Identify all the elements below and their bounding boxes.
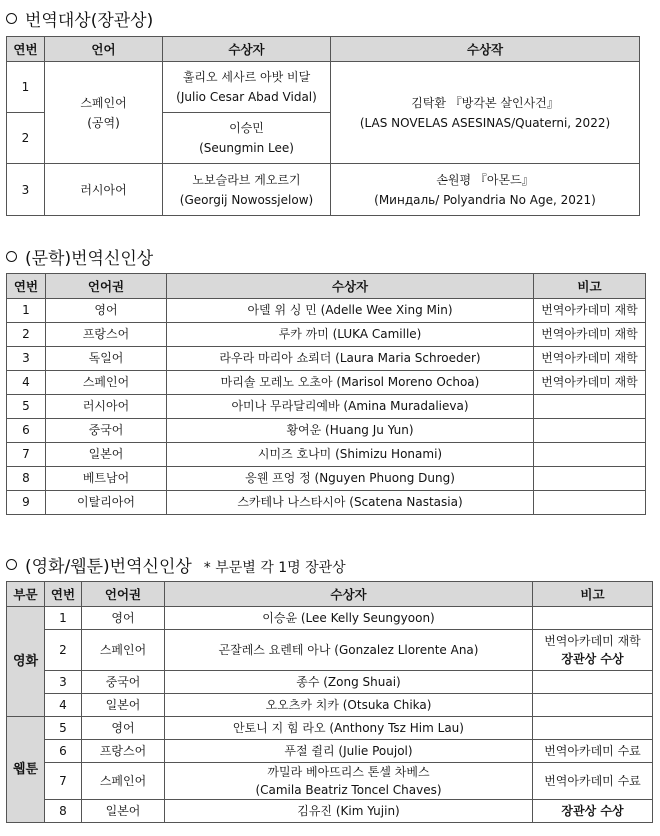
section3-title-text: (영화/웹툰)번역신인상	[25, 557, 192, 577]
winner-cell	[165, 694, 533, 717]
note-text: 번역아카데미 수료	[544, 744, 641, 758]
table-row	[7, 419, 646, 443]
winner-name: 푸절 쥘리 (Julie Poujol)	[284, 744, 413, 758]
note-cell: 번역아카데미 재학	[534, 371, 646, 395]
winner-cell: 마리솔 모레노 오초아 (Marisol Moreno Ochoa)	[167, 371, 534, 395]
row-no: 5	[7, 395, 46, 419]
row-no: 4	[7, 371, 46, 395]
language-cell: 일본어	[46, 443, 167, 467]
winner-name: 종수 (Zong Shuai)	[296, 675, 401, 689]
winner-cell	[165, 740, 533, 763]
note-cell	[534, 491, 646, 515]
table-header-row	[7, 274, 646, 299]
winner-cell	[165, 607, 533, 630]
row-no: 4	[45, 694, 82, 717]
row-no: 2	[45, 630, 82, 671]
table-row	[7, 671, 653, 694]
header-winner: 수상자	[167, 274, 534, 299]
language-text: 스페인어	[80, 95, 127, 110]
note-cell	[533, 740, 653, 763]
table-row	[7, 443, 646, 467]
section-title-grand-prize	[6, 6, 153, 31]
note-cell	[533, 800, 653, 823]
section-title-literature	[6, 244, 153, 269]
winner-cell	[163, 62, 331, 113]
winner-cell	[165, 630, 533, 671]
note-cell	[534, 467, 646, 491]
winner-name: 곤잘레스 요렌테 아나 (Gonzalez Llorente Ana)	[218, 643, 479, 657]
language-cell: 프랑스어	[82, 740, 165, 763]
header-no: 연번	[7, 37, 45, 62]
row-no: 7	[7, 443, 46, 467]
row-no: 6	[7, 419, 46, 443]
table-row	[7, 323, 646, 347]
note-cell: 번역아카데미 재학	[534, 299, 646, 323]
language-cell: 중국어	[82, 671, 165, 694]
table-header-row	[7, 582, 653, 607]
header-language: 언어권	[82, 582, 165, 607]
language-cell: 중국어	[46, 419, 167, 443]
note-cell: 번역아카데미 재학	[534, 347, 646, 371]
row-no: 3	[7, 347, 46, 371]
winner-name-en: (Georgij Nowossjelow)	[179, 192, 314, 207]
language-cell: 일본어	[82, 800, 165, 823]
note-award: 장관상 수상	[561, 652, 624, 666]
row-no: 2	[7, 323, 46, 347]
header-language: 언어권	[46, 274, 167, 299]
winner-cell: 라우라 마리아 쇼뢰더 (Laura Maria Schroeder)	[167, 347, 534, 371]
section1-title-text: 번역대상(장관상)	[25, 11, 154, 31]
winner-cell: 아델 위 싱 민 (Adelle Wee Xing Min)	[167, 299, 534, 323]
language-cell	[45, 62, 163, 164]
language-cell: 영어	[82, 607, 165, 630]
table-row	[7, 630, 653, 671]
work-cell	[331, 164, 640, 216]
note-cell	[533, 630, 653, 671]
note-cell: 번역아카데미 재학	[534, 323, 646, 347]
note-cell	[533, 671, 653, 694]
table-row	[7, 800, 653, 823]
language-cell: 이탈리아어	[46, 491, 167, 515]
language-cell: 일본어	[82, 694, 165, 717]
note-cell	[534, 419, 646, 443]
note-cell	[534, 395, 646, 419]
header-language: 언어	[45, 37, 163, 62]
row-no: 1	[7, 299, 46, 323]
table-row	[7, 763, 653, 800]
circle-bullet-icon	[6, 251, 17, 262]
winner-cell	[165, 717, 533, 740]
row-no: 1	[7, 62, 45, 113]
note-text: 번역아카데미 수료	[544, 774, 641, 788]
table-row	[7, 467, 646, 491]
winner-name-en: (Seungmin Lee)	[199, 141, 294, 155]
table-row	[7, 395, 646, 419]
table-row	[7, 740, 653, 763]
note-cell	[533, 607, 653, 630]
language-cell: 독일어	[46, 347, 167, 371]
language-cell: 스페인어	[46, 371, 167, 395]
table-row	[7, 62, 640, 113]
winner-cell: 스카테나 나스타시아 (Scatena Nastasia)	[167, 491, 534, 515]
language-cell: 러시아어	[46, 395, 167, 419]
header-winner: 수상자	[163, 37, 331, 62]
row-no: 8	[7, 467, 46, 491]
row-no: 7	[45, 763, 82, 800]
section2-title-text: (문학)번역신인상	[25, 249, 154, 269]
winner-name: 까밀라 베아뜨리스 톤셀 차베스	[267, 765, 430, 779]
table-row	[7, 717, 653, 740]
table-header-row	[7, 37, 640, 62]
grand-prize-table	[6, 36, 640, 216]
header-note: 비고	[533, 582, 653, 607]
table-row	[7, 607, 653, 630]
winner-cell: 응웬 프엉 정 (Nguyen Phuong Dung)	[167, 467, 534, 491]
language-note: (공역)	[87, 115, 120, 130]
language-cell: 베트남어	[46, 467, 167, 491]
work-title: 손원평 『아몬드』	[436, 172, 534, 187]
winner-cell	[163, 113, 331, 164]
row-no: 3	[45, 671, 82, 694]
language-cell: 러시아어	[45, 164, 163, 216]
row-no: 9	[7, 491, 46, 515]
section-title-film-webtoon	[6, 552, 346, 577]
header-winner: 수상자	[165, 582, 533, 607]
circle-bullet-icon	[6, 13, 17, 24]
language-cell: 프랑스어	[46, 323, 167, 347]
header-no: 연번	[45, 582, 82, 607]
film-webtoon-table	[6, 581, 653, 823]
note-cell	[534, 443, 646, 467]
language-cell: 스페인어	[82, 630, 165, 671]
row-no: 5	[45, 717, 82, 740]
winner-name: 훌리오 세사르 아밧 비달	[182, 70, 311, 84]
category-webtoon: 웹툰	[7, 717, 45, 823]
winner-name: 노보슬라브 게오르기	[192, 172, 301, 187]
winner-cell	[163, 164, 331, 216]
table-row	[7, 164, 640, 216]
work-publisher: (LAS NOVELAS ASESINAS/Quaterni, 2022)	[359, 115, 611, 130]
winner-cell	[165, 763, 533, 800]
winner-cell: 시미즈 호나미 (Shimizu Honami)	[167, 443, 534, 467]
winner-cell	[165, 671, 533, 694]
language-cell: 영어	[46, 299, 167, 323]
work-title: 김탁환 『방각본 살인사건』	[411, 95, 559, 110]
note-text: 장관상 수상	[561, 804, 624, 818]
winner-name-en: (Camila Beatriz Toncel Chaves)	[255, 783, 442, 797]
winner-name: 이승민	[229, 121, 264, 135]
header-no: 연번	[7, 274, 46, 299]
table-row	[7, 371, 646, 395]
header-work: 수상작	[331, 37, 640, 62]
language-cell: 영어	[82, 717, 165, 740]
winner-cell: 황여운 (Huang Ju Yun)	[167, 419, 534, 443]
note-cell	[533, 763, 653, 800]
winner-name: 오오츠카 치카 (Otsuka Chika)	[265, 698, 432, 712]
table-row	[7, 299, 646, 323]
language-cell: 스페인어	[82, 763, 165, 800]
table-row	[7, 347, 646, 371]
row-no: 1	[45, 607, 82, 630]
header-category: 부문	[7, 582, 45, 607]
note-cell	[533, 694, 653, 717]
note-cell	[533, 717, 653, 740]
winner-name: 김유진 (Kim Yujin)	[297, 804, 400, 818]
row-no: 8	[45, 800, 82, 823]
literature-table	[6, 273, 646, 515]
work-publisher: (Миндаль/ Polyandria No Age, 2021)	[374, 192, 596, 207]
work-cell	[331, 62, 640, 164]
header-note: 비고	[534, 274, 646, 299]
table-row	[7, 491, 646, 515]
winner-cell	[165, 800, 533, 823]
winner-name: 안토니 지 힘 라오 (Anthony Tsz Him Lau)	[233, 721, 464, 735]
winner-cell: 아미나 무라달리예바 (Amina Muradalieva)	[167, 395, 534, 419]
winner-cell: 루카 까미 (LUKA Camille)	[167, 323, 534, 347]
section3-subtitle: * 부문별 각 1명 장관상	[203, 560, 346, 576]
circle-bullet-icon	[6, 559, 17, 570]
winner-name-en: (Julio Cesar Abad Vidal)	[176, 90, 317, 104]
row-no: 6	[45, 740, 82, 763]
category-film: 영화	[7, 607, 45, 717]
note-text: 번역아카데미 재학	[544, 634, 641, 648]
row-no: 2	[7, 113, 45, 164]
row-no: 3	[7, 164, 45, 216]
winner-name: 이승윤 (Lee Kelly Seungyoon)	[262, 611, 435, 625]
table-row	[7, 694, 653, 717]
